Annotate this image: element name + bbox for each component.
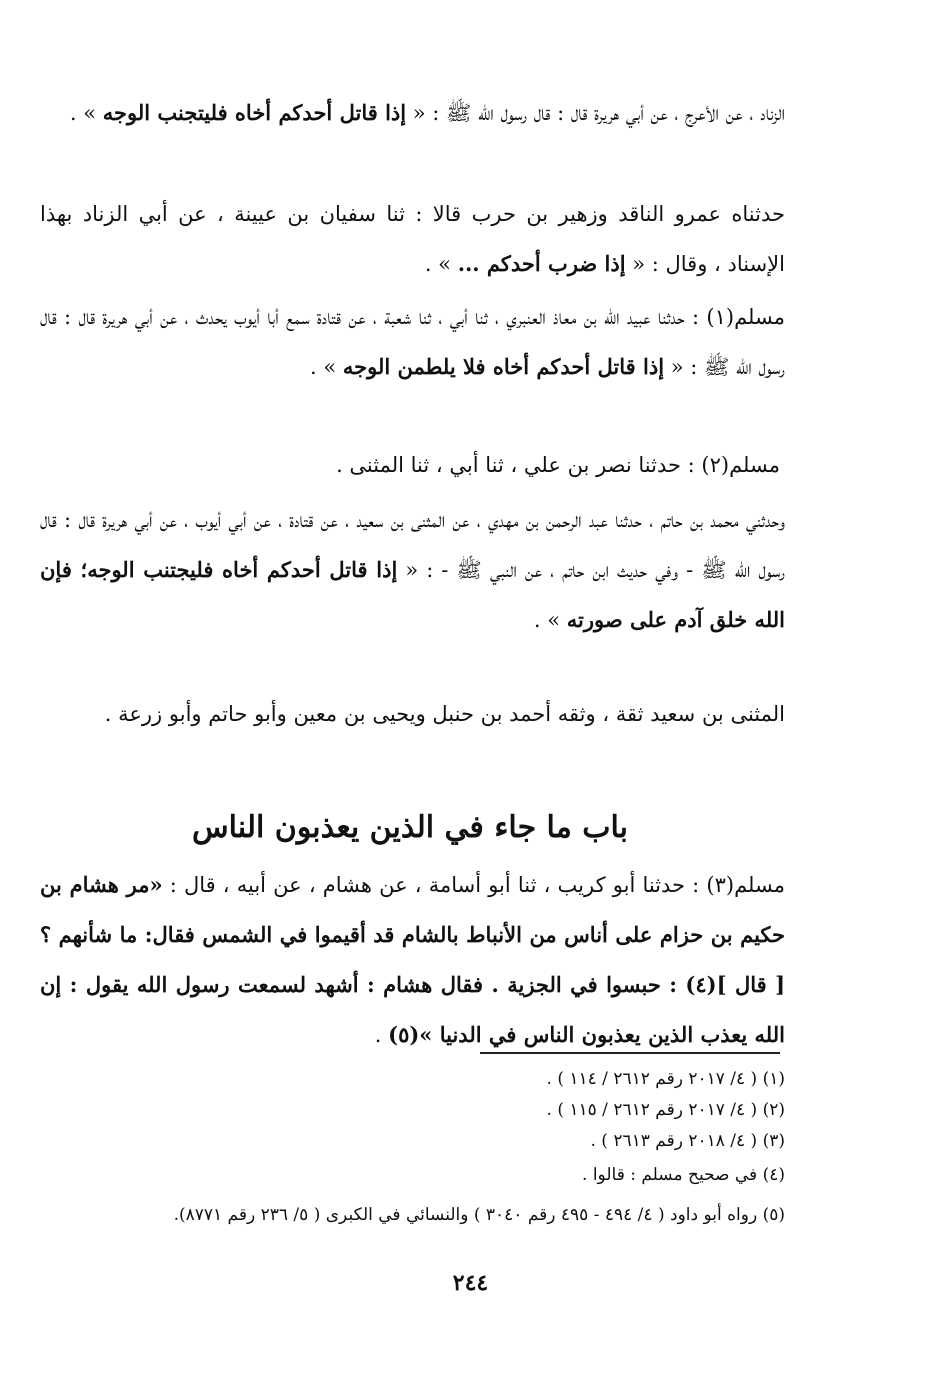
paragraph-end: » . bbox=[424, 252, 458, 276]
paragraph-text: مسلم(٣) : حدثنا أبو كريب ، ثنا أبو أسامة ، عن هشام ، عن أبيه ، قال : bbox=[162, 873, 785, 897]
footnote-1: (١) ( ٤/ ٢٠١٧ رقم ٢٦١٢ / ١١٤ ) . bbox=[546, 1069, 785, 1089]
chapter-heading: باب ما جاء في الذين يعذبون الناس bbox=[192, 810, 628, 845]
paragraph-end: » . bbox=[533, 608, 567, 632]
paragraph-text: مسلم(١) : حدثنا عبيد الله بن معاذ العنبري ، ثنا أبي ، ثنا شعبة ، عن قتادة سمع أبا أيوب يحدث ، عن أبي هريرة قال : قال رسول الله ﷺ : « bbox=[40, 305, 785, 379]
hadith-text: إذا قاتل أحدكم أخاه فليجتنب الوجه؛ فإن الله خلق آدم على صورته bbox=[40, 557, 785, 632]
paragraph-text: حدثناه عمرو الناقد وزهير بن حرب قالا : ثنا سفيان بن عيينة ، عن أبي الزناد بهذا الإسناد ، وقال : « bbox=[40, 202, 785, 276]
paragraph-5 bbox=[40, 496, 785, 645]
paragraph-1 bbox=[40, 88, 785, 138]
section-paragraph bbox=[40, 860, 785, 1060]
paragraph-end: . bbox=[374, 1023, 389, 1047]
paragraph-text: المثنى بن سعيد ثقة ، وثقه أحمد بن حنبل ويحيى بن معين وأبو حاتم وأبو زرعة . bbox=[104, 702, 785, 726]
footnote-divider bbox=[480, 1052, 780, 1054]
paragraph-text: وحدثني محمد بن حاتم ، حدثنا عبد الرحمن بن مهدي ، عن المثنى بن سعيد ، عن قتادة ، عن أبي أيوب ، عن أبي هريرة قال : قال رسول الله ﷺ - وفي حديث ابن حاتم ، عن النبي ﷺ - : « bbox=[40, 508, 785, 582]
footnote-3: (٣) ( ٤/ ٢٠١٨ رقم ٢٦١٣ ) . bbox=[590, 1131, 785, 1151]
paragraph-3 bbox=[40, 293, 785, 392]
hadith-text: إذا قاتل أحدكم أخاه فليتجنب الوجه bbox=[102, 100, 407, 125]
paragraph-4 bbox=[40, 441, 780, 490]
hadith-text: إذا قاتل أحدكم أخاه فلا يلطمن الوجه bbox=[342, 354, 665, 379]
paragraph-text: الزناد ، عن الأعرج ، عن أبي هريرة قال : قال رسول الله ﷺ : « bbox=[406, 101, 785, 125]
paragraph-text: مسلم(٢) : حدثنا نصر بن علي ، ثنا أبي ، ثنا المثنى . bbox=[336, 453, 780, 477]
footnote-4: (٤) في صحيح مسلم : قالوا . bbox=[582, 1165, 785, 1185]
paragraph-end: » . bbox=[310, 355, 343, 379]
hadith-text: إذا ضرب أحدكم ... bbox=[457, 251, 626, 276]
paragraph-2 bbox=[40, 190, 785, 289]
paragraph-end: » . bbox=[69, 101, 103, 125]
hadith-text: «مر هشام بن حكيم بن حزام على أناس من الأنباط بالشام قد أقيموا في الشمس فقال: ما شأنهم ؟ [ قال ](٤) : حبسوا في الجزية . فقال هشام : أشهد لسمعت رسول الله يقول : إن الله يعذب الذين يعذبون الناس في الدنيا »(٥) bbox=[40, 872, 785, 1047]
paragraph-6 bbox=[40, 690, 785, 739]
footnote-5: (٥) رواه أبو داود ( ٤/ ٤٩٤ - ٤٩٥ رقم ٣٠٤٠ ) والنسائي في الكبرى ( ٥/ ٢٣٦ رقم ٨٧٧١). bbox=[173, 1205, 785, 1225]
footnote-2: (٢) ( ٤/ ٢٠١٧ رقم ٢٦١٢ / ١١٥ ) . bbox=[546, 1100, 785, 1120]
page-number: ٢٤٤ bbox=[452, 1270, 489, 1296]
